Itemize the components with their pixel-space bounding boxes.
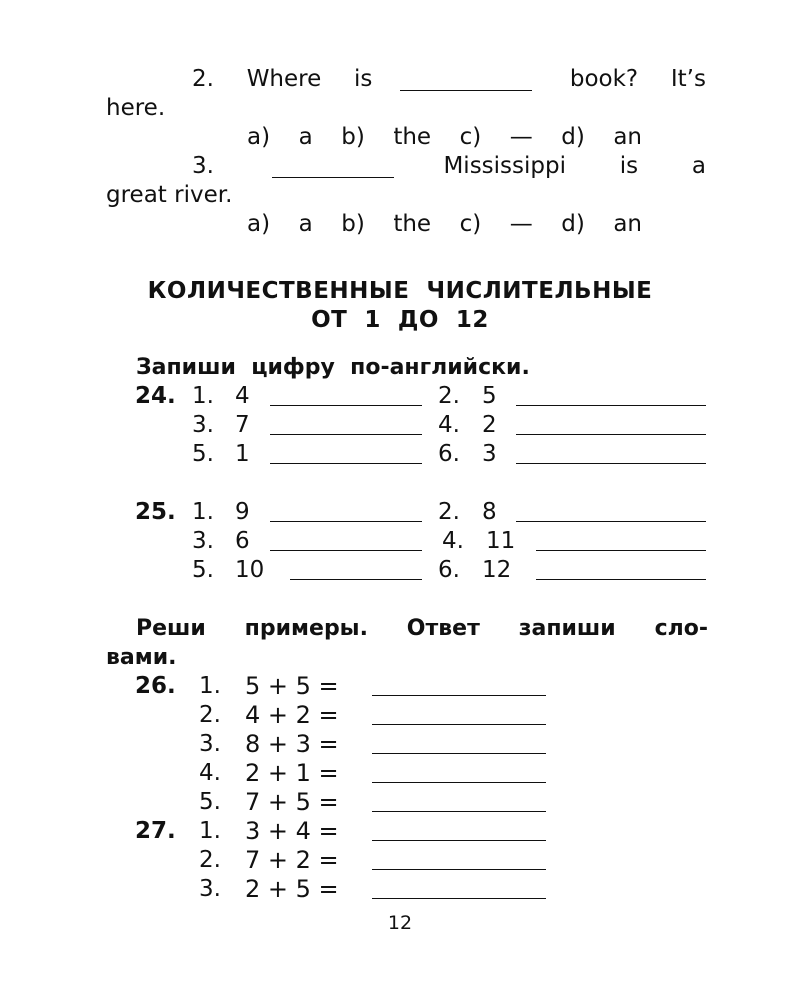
answer-line[interactable] [372, 753, 546, 754]
item-value: 6 [235, 528, 250, 554]
instruction-word: Ответ [406, 616, 480, 641]
item-number: 3. [192, 412, 214, 438]
item-number: 1. [192, 499, 214, 525]
answer-line[interactable] [372, 695, 546, 696]
item-number: 2. [438, 383, 460, 409]
instruction-word: сло- [654, 616, 708, 641]
answer-line [400, 90, 532, 91]
item-value: 2 [482, 412, 497, 438]
exercise-27-label: 27. [135, 818, 176, 844]
option-text[interactable]: an [613, 211, 642, 237]
item-value: 7 [235, 412, 250, 438]
item-value: 12 [482, 557, 512, 583]
question-3-line [192, 152, 706, 180]
option-label: c) [459, 124, 482, 150]
math-expression: 3 + 4 = [245, 817, 339, 845]
answer-line[interactable] [270, 405, 422, 406]
exercise-26-label: 26. [135, 673, 176, 699]
question-3-word: is [619, 153, 639, 179]
answer-line[interactable] [516, 405, 706, 406]
question-3-options [247, 210, 642, 238]
math-expression: 4 + 2 = [245, 701, 339, 729]
option-text[interactable]: an [613, 124, 642, 150]
math-item-number: 5. [199, 789, 221, 815]
item-number: 1. [192, 383, 214, 409]
question-2-number: 2. [192, 66, 214, 92]
question-3-blank[interactable] [268, 152, 390, 180]
item-value: 1 [235, 441, 250, 467]
item-number: 4. [442, 528, 464, 554]
question-2-word: It’s [670, 66, 706, 92]
option-text[interactable]: — [509, 211, 533, 237]
math-item-number: 4. [199, 760, 221, 786]
math-expression: 7 + 5 = [245, 788, 339, 816]
option-label: d) [561, 211, 585, 237]
exercise-24-label: 24. [135, 383, 176, 409]
page-number: 12 [387, 912, 413, 934]
item-number: 6. [438, 441, 460, 467]
option-text[interactable]: — [509, 124, 533, 150]
question-2-continuation: here. [106, 95, 166, 121]
answer-line[interactable] [372, 811, 546, 812]
math-expression: 8 + 3 = [245, 730, 339, 758]
math-item-number: 3. [199, 876, 221, 902]
option-label: b) [341, 124, 365, 150]
math-item-number: 1. [199, 673, 221, 699]
section-title-line-1: КОЛИЧЕСТВЕННЫЕ ЧИСЛИТЕЛЬНЫЕ [147, 278, 653, 304]
question-3-word: a [691, 153, 706, 179]
item-number: 5. [192, 557, 214, 583]
item-number: 4. [438, 412, 460, 438]
item-number: 3. [192, 528, 214, 554]
answer-line[interactable] [270, 463, 422, 464]
question-2-word: Where [246, 66, 322, 92]
answer-line[interactable] [372, 840, 546, 841]
option-text[interactable]: the [393, 124, 432, 150]
answer-line[interactable] [372, 782, 546, 783]
option-text[interactable]: the [393, 211, 432, 237]
item-number: 2. [438, 499, 460, 525]
item-value: 11 [486, 528, 516, 554]
answer-line[interactable] [372, 724, 546, 725]
instruction-word: примеры. [244, 616, 368, 641]
question-3-word: Mississippi [443, 153, 566, 179]
answer-line[interactable] [270, 550, 422, 551]
math-item-number: 3. [199, 731, 221, 757]
answer-line[interactable] [270, 434, 422, 435]
math-item-number: 2. [199, 847, 221, 873]
question-2-options [247, 123, 642, 151]
item-value: 8 [482, 499, 497, 525]
answer-line[interactable] [516, 521, 706, 522]
answer-line[interactable] [372, 898, 546, 899]
option-label: c) [459, 211, 482, 237]
question-2-word: book? [569, 66, 639, 92]
answer-line[interactable] [290, 579, 422, 580]
answer-line[interactable] [372, 869, 546, 870]
item-value: 3 [482, 441, 497, 467]
option-text[interactable]: a [298, 124, 313, 150]
math-expression: 7 + 2 = [245, 846, 339, 874]
option-label: a) [247, 124, 271, 150]
item-number: 6. [438, 557, 460, 583]
math-item-number: 1. [199, 818, 221, 844]
answer-line [272, 177, 394, 178]
answer-line[interactable] [516, 434, 706, 435]
question-2-line [192, 65, 706, 93]
math-item-number: 2. [199, 702, 221, 728]
item-value: 10 [235, 557, 265, 583]
answer-line[interactable] [536, 550, 706, 551]
instruction-word: запиши [518, 616, 616, 641]
task-write-instruction: Запиши цифру по-английски. [136, 355, 530, 380]
item-value: 9 [235, 499, 250, 525]
item-value: 4 [235, 383, 250, 409]
task-solve-instruction [136, 615, 708, 643]
answer-line[interactable] [270, 521, 422, 522]
option-text[interactable]: a [298, 211, 313, 237]
answer-line[interactable] [516, 463, 706, 464]
question-3-number: 3. [192, 153, 214, 179]
question-2-blank[interactable] [405, 65, 537, 93]
section-title-line-2: ОТ 1 ДО 12 [311, 307, 489, 333]
exercise-25-label: 25. [135, 499, 176, 525]
question-3-continuation: great river. [106, 182, 233, 208]
item-value: 5 [482, 383, 497, 409]
option-label: a) [247, 211, 271, 237]
instruction-word: Реши [136, 616, 206, 641]
question-2-word: is [354, 66, 373, 92]
option-label: b) [341, 211, 365, 237]
math-expression: 2 + 5 = [245, 875, 339, 903]
task-solve-instruction-continuation: вами. [106, 645, 177, 670]
answer-line[interactable] [536, 579, 706, 580]
math-expression: 5 + 5 = [245, 672, 339, 700]
math-expression: 2 + 1 = [245, 759, 339, 787]
option-label: d) [561, 124, 585, 150]
item-number: 5. [192, 441, 214, 467]
